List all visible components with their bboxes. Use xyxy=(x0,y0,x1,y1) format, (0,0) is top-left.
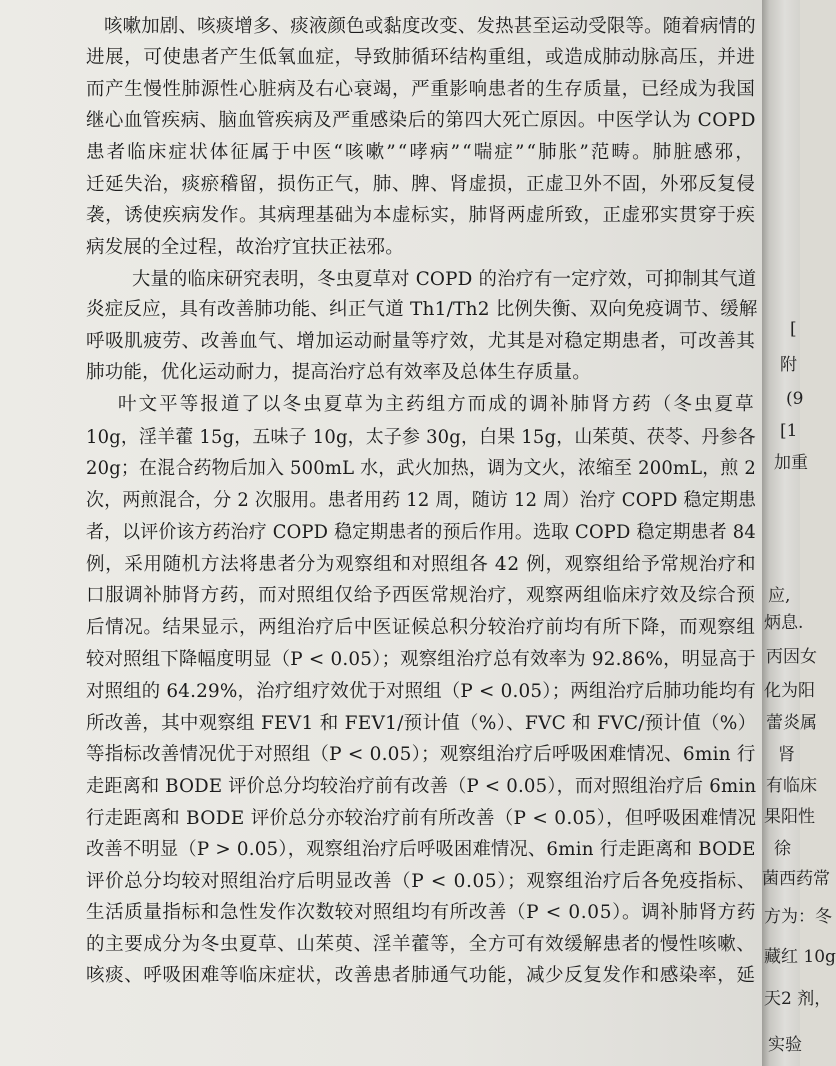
side-page-fragment: 徐 xyxy=(774,839,791,859)
side-page-fragment: 藏红 10g xyxy=(764,947,836,967)
side-page-fragment: 方为：冬 xyxy=(764,907,832,927)
side-page-fragment: 有临床 xyxy=(766,776,817,796)
text-line: 炎症反应，具有改善肺功能、纠正气道 Th1/Th2 比例失衡、双向免疫调节、缓解 xyxy=(86,299,758,320)
side-page-fragment: 丙因女 xyxy=(766,647,817,667)
side-page-fragment: (9 xyxy=(786,389,804,409)
text-line: 行走距离和 BODE 评价总分亦较治疗前有所改善（P < 0.05），但呼吸困难情况 xyxy=(86,808,757,829)
text-line: 改善不明显（P > 0.05），观察组治疗后呼吸困难情况、6min 行走距离和 BODE xyxy=(86,839,756,860)
page-body-text xyxy=(86,0,762,1066)
text-line: 大量的临床研究表明，冬虫夏草对 COPD 的治疗有一定疗效，可抑制其气道 xyxy=(132,269,757,290)
side-page-fragment: 附 xyxy=(780,355,797,375)
text-line: 患者临床症状体征属于中医“咳嗽”“哮病”“喘症”“肺胀”范畴。肺脏感邪， xyxy=(86,142,756,163)
side-page-fragment: 化为阳 xyxy=(764,681,815,701)
text-line: 而产生慢性肺源性心脏病及右心衰竭，严重影响患者的生存质量，已经成为我国 xyxy=(86,79,756,100)
text-line: 叶文平等报道了以冬虫夏草为主药组方而成的调补肺肾方药（冬虫夏草 xyxy=(118,394,756,415)
side-page-fragment: 果阳性 xyxy=(764,807,815,827)
side-page-fragment: 蕾炎属 xyxy=(766,713,817,733)
side-page-fragment: 应, xyxy=(768,586,791,606)
text-line: 后情况。结果显示，两组治疗后中医证候总积分较治疗前均有所下降，而观察组 xyxy=(86,617,756,638)
text-line: 例，采用随机方法将患者分为观察组和对照组各 42 例，观察组给予常规治疗和 xyxy=(86,554,757,575)
text-line: 继心血管疾病、脑血管疾病及严重感染后的第四大死亡原因。中医学认为 COPD xyxy=(86,110,756,131)
side-page-fragment: 肾 xyxy=(778,745,795,765)
text-line: 者，以评价该方药治疗 COPD 稳定期患者的预后作用。选取 COPD 稳定期患者 84 xyxy=(86,522,756,543)
text-line: 所改善，其中观察组 FEV1 和 FEV1/预计值（%）、FVC 和 FVC/预计值（%） xyxy=(86,713,757,734)
text-line: 病发展的全过程，故治疗宜扶正祛邪。 xyxy=(86,237,404,258)
text-line: 袭，诱使疾病发作。其病理基础为本虚标实，肺肾两虚所致，正虚邪实贯穿于疾 xyxy=(86,205,756,226)
side-page-fragment: 实验 xyxy=(768,1035,802,1055)
text-line: 肺功能，优化运动耐力，提高治疗总有效率及总体生存质量。 xyxy=(86,362,591,383)
text-line: 走距离和 BODE 评价总分均较治疗前有改善（P < 0.05），而对照组治疗后 6min xyxy=(86,776,757,797)
text-line: 20g；在混合药物后加入 500mL 水，武火加热，调为文火，浓缩至 200mL，煎 2 xyxy=(86,458,757,479)
text-line: 的主要成分为冬虫夏草、山茱萸、淫羊藿等，全方可有效缓解患者的慢性咳嗽、 xyxy=(86,934,756,955)
side-page-fragment: [ xyxy=(790,319,797,339)
text-line: 对照组的 64.29%，治疗组疗效优于对照组（P < 0.05）；两组治疗后肺功能均有 xyxy=(86,681,756,702)
text-line: 较对照组下降幅度明显（P < 0.05）；观察组治疗总有效率为 92.86%，明显高于 xyxy=(86,649,756,670)
side-page-fragment: [1 xyxy=(780,421,798,441)
text-line: 口服调补肺肾方药，而对照组仅给予西医常规治疗，观察两组临床疗效及综合预 xyxy=(86,585,756,606)
side-page-fragment: 炳息. xyxy=(764,613,804,633)
text-line: 呼吸肌疲劳、改善血气、增加运动耐量等疗效，尤其是对稳定期患者，可改善其 xyxy=(86,331,756,352)
side-page-fragment: 菌西药常 xyxy=(762,869,830,889)
text-line: 评价总分均较对照组治疗后明显改善（P < 0.05）；观察组治疗后各免疫指标、 xyxy=(86,871,756,892)
text-line: 生活质量指标和急性发作次数较对照组均有所改善（P < 0.05）。调补肺肾方药 xyxy=(86,902,756,923)
text-line: 咳痰、呼吸困难等临床症状，改善患者肺通气功能，减少反复发作和感染率，延 xyxy=(86,965,756,986)
text-line: 次，两煎混合，分 2 次服用。患者用药 12 周，随访 12 周）治疗 COPD 稳定期患 xyxy=(86,490,757,511)
text-line: 10g，淫羊藿 15g，五味子 10g，太子参 30g，白果 15g，山茱萸、茯苓、丹参各 xyxy=(86,427,756,448)
side-page-fragment: 天2 剂， xyxy=(764,989,832,1009)
text-line: 咳嗽加剧、咳痰增多、痰液颜色或黏度改变、发热甚至运动受限等。随着病情的 xyxy=(104,16,756,37)
right-book-page-edge xyxy=(762,0,836,1066)
text-line: 迁延失治，痰瘀稽留，损伤正气，肺、脾、肾虚损，正虚卫外不固，外邪反复侵 xyxy=(86,174,756,195)
text-line: 进展，可使患者产生低氧血症，导致肺循环结构重组，或造成肺动脉高压，并进 xyxy=(86,47,756,68)
side-page-fragment: 加重 xyxy=(774,453,808,473)
text-line: 等指标改善情况优于对照组（P < 0.05）；观察组治疗后呼吸困难情况、6min 行 xyxy=(86,744,756,765)
